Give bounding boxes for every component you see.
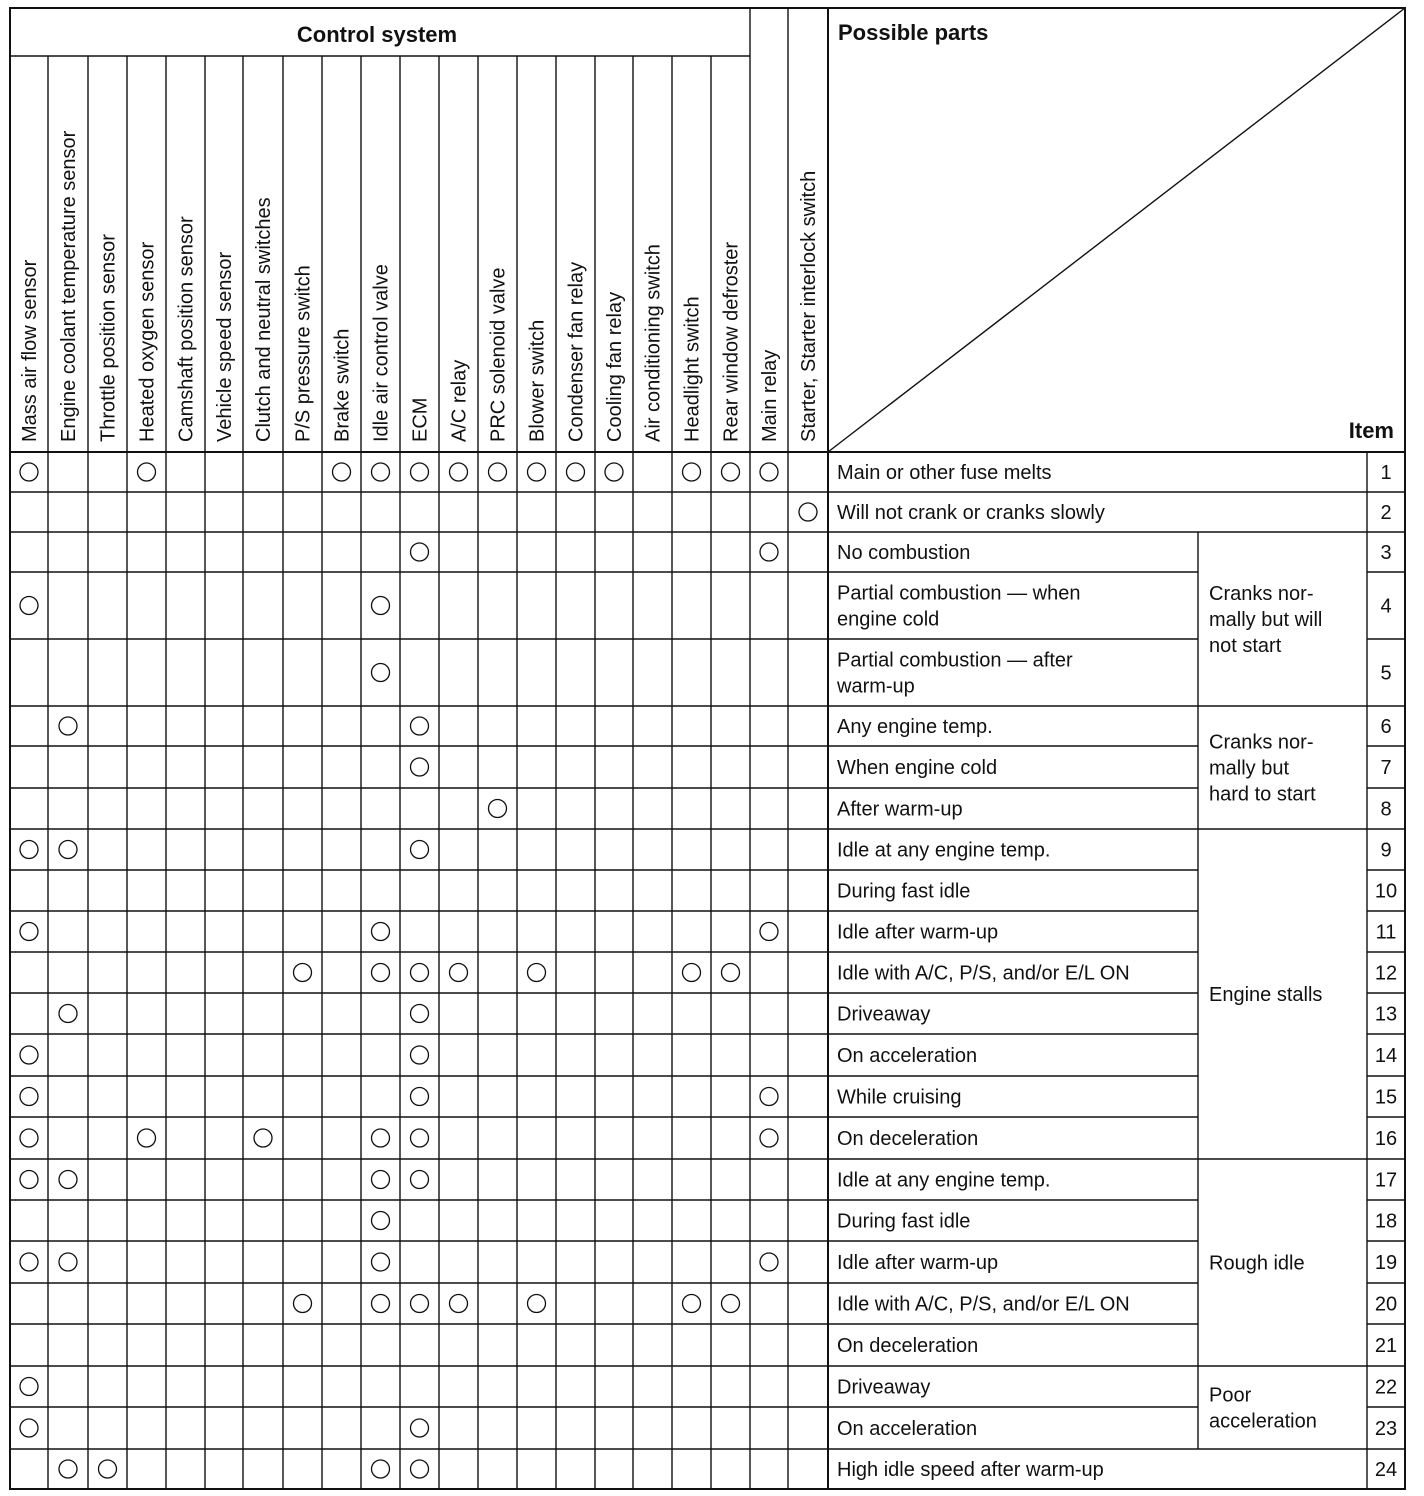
item-number: 1 [1380, 462, 1392, 484]
table-grid-lines [10, 8, 1405, 1489]
mark-circle [333, 463, 351, 481]
mark-circle [372, 664, 390, 682]
possible-parts-header: Possible parts [838, 20, 989, 45]
item-number: 22 [1374, 1376, 1398, 1399]
mark-circle [450, 1295, 468, 1313]
mark-circle [20, 1419, 38, 1437]
symptom-label: During fast idle [837, 1210, 971, 1233]
symptom-group-label: Cranks nor- [1209, 583, 1314, 605]
item-number: 20 [1374, 1293, 1398, 1316]
column-header: P/S pressure switch [292, 265, 315, 442]
mark-circle [411, 841, 429, 859]
mark-circle [59, 1171, 77, 1189]
mark-circle [489, 800, 507, 818]
symptom-marks [20, 463, 817, 1478]
item-number: 6 [1380, 716, 1392, 738]
mark-circle [760, 1253, 778, 1271]
item-number: 10 [1374, 880, 1398, 903]
symptom-label: Partial combustion — when [837, 582, 1081, 605]
symptom-group-label: Rough idle [1209, 1252, 1305, 1275]
mark-circle [411, 1295, 429, 1313]
mark-circle [683, 463, 701, 481]
item-number: 2 [1380, 502, 1392, 524]
item-number: 24 [1374, 1459, 1398, 1481]
mark-circle [411, 717, 429, 735]
column-header: Vehicle speed sensor [214, 251, 236, 442]
symptom-label: On deceleration [837, 1128, 979, 1150]
mark-circle [450, 463, 468, 481]
column-header: Mass air flow sensor [19, 259, 41, 442]
item-number: 23 [1374, 1418, 1398, 1440]
mark-circle [683, 1295, 701, 1313]
mark-circle [372, 1295, 390, 1313]
mark-circle [59, 717, 77, 735]
mark-circle [294, 964, 312, 982]
mark-circle [605, 463, 623, 481]
mark-circle [411, 1046, 429, 1064]
symptom-group-label: Poor [1209, 1384, 1252, 1407]
symptom-label: Will not crank or cranks slowly [837, 502, 1105, 524]
symptom-label: Idle with A/C, P/S, and/or E/L ON [837, 1293, 1130, 1316]
mark-circle [411, 758, 429, 776]
symptom-group-label: acceleration [1209, 1410, 1317, 1433]
mark-circle [760, 1088, 778, 1106]
mark-circle [372, 463, 390, 481]
column-header: Starter, Starter interlock switch [798, 170, 820, 442]
symptom-label: Idle at any engine temp. [837, 1169, 1051, 1192]
mark-circle [138, 463, 156, 481]
mark-circle [450, 964, 468, 982]
mark-circle [20, 1088, 38, 1106]
mark-circle [372, 1253, 390, 1271]
column-header: PRC solenoid valve [487, 267, 510, 442]
column-header: ECM [409, 397, 432, 442]
symptom-label: Driveaway [837, 1376, 931, 1399]
mark-circle [254, 1129, 272, 1147]
table-text [19, 20, 1397, 1481]
symptom-group-label: Engine stalls [1209, 984, 1323, 1006]
mark-circle [411, 1005, 429, 1023]
symptom-label: warm-up [837, 675, 915, 698]
item-number: 12 [1374, 962, 1398, 985]
symptom-group-label: mally but [1209, 757, 1290, 780]
mark-circle [760, 463, 778, 481]
mark-circle [372, 1171, 390, 1189]
mark-circle [722, 1295, 740, 1313]
mark-circle [411, 543, 429, 561]
symptom-label: Idle with A/C, P/S, and/or E/L ON [837, 962, 1130, 985]
symptom-label: On acceleration [837, 1045, 978, 1067]
mark-circle [760, 923, 778, 941]
mark-circle [722, 463, 740, 481]
item-number: 11 [1375, 921, 1397, 944]
mark-circle [411, 1419, 429, 1437]
mark-circle [59, 1005, 77, 1023]
item-number: 3 [1380, 542, 1392, 564]
symptom-group-label: mally but will [1209, 609, 1323, 631]
mark-circle [20, 1129, 38, 1147]
column-header: Main relay [759, 349, 781, 442]
mark-circle [59, 1253, 77, 1271]
mark-circle [20, 1378, 38, 1396]
column-header: Cooling fan relay [604, 291, 626, 442]
mark-circle [372, 1212, 390, 1230]
column-header: Heated oxygen sensor [136, 241, 159, 442]
mark-circle [760, 543, 778, 561]
column-header: Clutch and neutral switches [253, 197, 275, 442]
symptom-label: Any engine temp. [837, 716, 993, 738]
mark-circle [372, 923, 390, 941]
mark-circle [411, 463, 429, 481]
symptom-label: Idle after warm-up [837, 921, 999, 944]
symptom-label: While cruising [837, 1086, 962, 1109]
symptom-label: engine cold [837, 608, 940, 631]
symptom-label: High idle speed after warm-up [837, 1459, 1104, 1481]
mark-circle [411, 1088, 429, 1106]
symptom-label: After warm-up [837, 798, 963, 821]
column-header: Headlight switch [681, 296, 704, 442]
mark-circle [372, 1460, 390, 1478]
mark-circle [372, 1129, 390, 1147]
mark-circle [489, 463, 507, 481]
mark-circle [20, 597, 38, 615]
mark-circle [411, 1171, 429, 1189]
column-header: A/C relay [448, 359, 471, 442]
item-number: 7 [1380, 757, 1392, 779]
symptom-label: During fast idle [837, 880, 971, 903]
column-header: Brake switch [331, 328, 354, 442]
item-number: 15 [1374, 1086, 1398, 1109]
mark-circle [294, 1295, 312, 1313]
mark-circle [799, 503, 817, 521]
mark-circle [20, 1171, 38, 1189]
column-header: Camshaft position sensor [175, 216, 198, 442]
item-number: 21 [1374, 1335, 1398, 1357]
mark-circle [528, 463, 546, 481]
item-number: 18 [1374, 1210, 1398, 1233]
table-border [10, 8, 1405, 1489]
mark-circle [372, 597, 390, 615]
mark-circle [20, 841, 38, 859]
mark-circle [760, 1129, 778, 1147]
item-number: 4 [1380, 595, 1392, 618]
column-header: Engine coolant temperature sensor [58, 130, 80, 442]
column-header: Condenser fan relay [565, 261, 588, 442]
mark-circle [20, 463, 38, 481]
mark-circle [59, 841, 77, 859]
symptom-label: Driveaway [837, 1003, 931, 1026]
symptom-label: Partial combustion — after [837, 649, 1073, 672]
symptom-label: On acceleration [837, 1418, 978, 1440]
item-number: 16 [1374, 1128, 1398, 1150]
symptom-label: On deceleration [837, 1335, 979, 1357]
mark-circle [722, 964, 740, 982]
item-number: 13 [1374, 1003, 1398, 1026]
mark-circle [59, 1460, 77, 1478]
symptom-label: Idle after warm-up [837, 1252, 999, 1274]
symptom-label: Idle at any engine temp. [837, 839, 1051, 862]
mark-circle [411, 964, 429, 982]
mark-circle [411, 1129, 429, 1147]
mark-circle [567, 463, 585, 481]
mark-circle [99, 1460, 117, 1478]
mark-circle [20, 923, 38, 941]
column-header: Air conditioning switch [642, 244, 665, 442]
column-header: Throttle position sensor [97, 234, 120, 442]
column-header: Idle air control valve [370, 264, 393, 442]
mark-circle [528, 964, 546, 982]
mark-circle [372, 964, 390, 982]
symptom-group-label: hard to start [1209, 783, 1316, 806]
control-system-header: Control system [296, 22, 458, 47]
column-header: Blower switch [526, 319, 549, 442]
symptom-label: When engine cold [837, 757, 998, 779]
column-header: Rear window defroster [720, 241, 743, 442]
symptom-group-label: Cranks nor- [1209, 731, 1314, 754]
item-number: 14 [1374, 1045, 1398, 1067]
item-number: 19 [1374, 1252, 1398, 1274]
symptom-group-label: not start [1209, 635, 1282, 657]
item-number: 9 [1380, 839, 1392, 862]
item-number: 5 [1380, 662, 1392, 685]
symptom-label: Main or other fuse melts [837, 462, 1052, 484]
mark-circle [683, 964, 701, 982]
item-number: 17 [1374, 1169, 1398, 1192]
symptom-label: No combustion [837, 542, 971, 564]
mark-circle [20, 1253, 38, 1271]
mark-circle [528, 1295, 546, 1313]
mark-circle [20, 1046, 38, 1064]
mark-circle [411, 1460, 429, 1478]
item-number: 8 [1380, 798, 1392, 821]
item-header: Item [1348, 418, 1394, 443]
mark-circle [138, 1129, 156, 1147]
header-diagonal-line [828, 8, 1405, 452]
